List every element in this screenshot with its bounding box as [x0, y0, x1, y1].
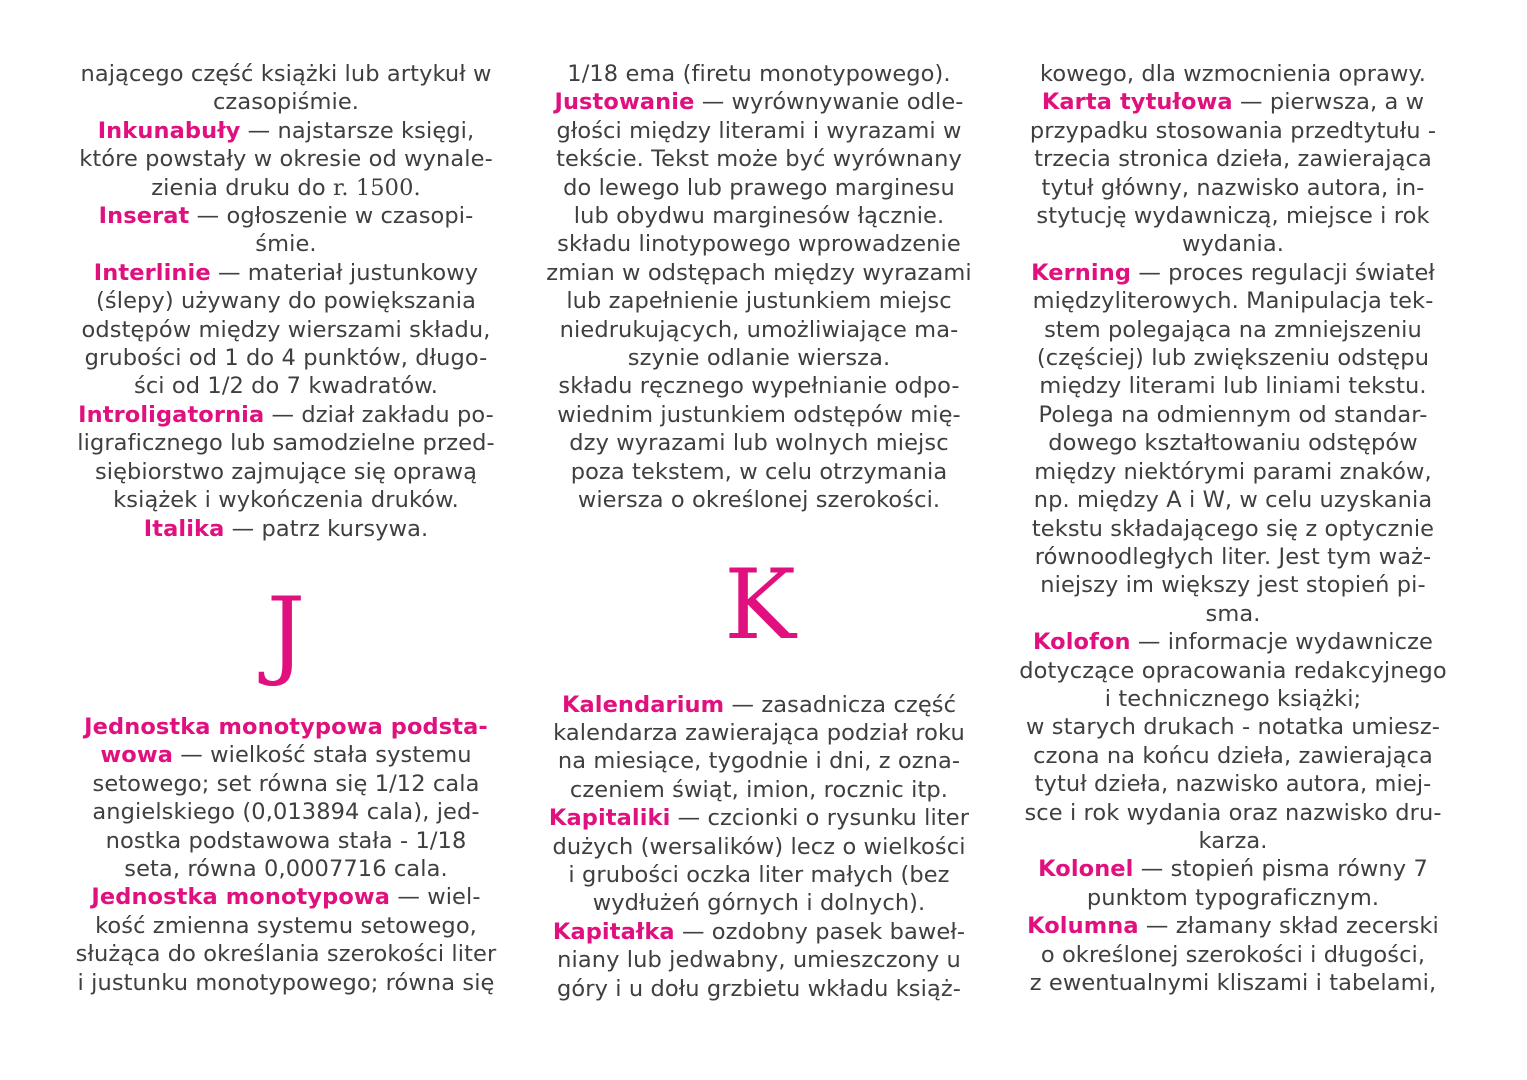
text-line: kalendarza zawierająca podział roku	[553, 719, 965, 746]
entry-justowanie	[535, 88, 983, 116]
text-line: wydłużeń górnych i dolnych).	[592, 890, 926, 917]
entry-introligatornia	[62, 401, 510, 429]
text-line: wiersza o określonej szerokości.	[577, 487, 941, 514]
definition-text: — proces regulacji świateł	[1131, 259, 1435, 286]
text-line: nającego część książki lub artykuł w	[80, 61, 492, 87]
term-kolonel: Kolonel	[1038, 856, 1134, 883]
text-line: karza.	[1198, 827, 1268, 854]
text-line: szynie odlanie wiersza.	[627, 345, 891, 372]
term-interlinie: Interlinie	[93, 259, 211, 286]
text-line: czeniem świąt, imion, rocznic itp.	[569, 776, 949, 803]
text-line: góry i u dołu grzbietu wkładu książ-	[556, 975, 962, 1002]
text-line: poza tekstem, w celu otrzymania	[570, 458, 948, 485]
text-line: np. między A i W, w celu uzyskania	[1033, 487, 1433, 514]
entry-interlinie	[62, 259, 510, 287]
text-line: do lewego lub prawego marginesu	[563, 174, 955, 201]
definition-text: — pierwsza, a w	[1232, 89, 1425, 116]
text-line: składu linotypowego wprowadzenie	[557, 231, 961, 258]
entry-karta-tytulowa	[1008, 88, 1458, 116]
term-inkunabuly: Inkunabuły	[97, 117, 241, 144]
term-jednostka-monotypowa: Jednostka monotypowa	[91, 884, 391, 911]
term-kalendarium: Kalendarium	[561, 691, 725, 718]
definition-text: — złamany skład zecerski	[1138, 913, 1439, 940]
definition-text: — ogłoszenie w czasopi-	[189, 203, 474, 230]
text-line: seta, równa 0,0007716 cala.	[124, 855, 448, 882]
text-line: zmian w odstępach między wyrazami	[546, 259, 972, 286]
text-line: wydania.	[1181, 231, 1285, 258]
text-line: które powstały w okresie od wynale-	[79, 146, 493, 173]
text-line: równoodległych liter. Jest tym waż-	[1034, 543, 1432, 570]
text-line: stytucję wydawniczą, miejsce i rok	[1036, 203, 1430, 230]
text-line: (częściej) lub zwiększeniu odstępu	[1036, 345, 1430, 372]
definition-text: — wiel-	[390, 884, 481, 911]
text-line: kowego, dla wzmocnienia oprawy.	[1040, 61, 1426, 87]
entry-jednostka-podstawowa	[62, 741, 510, 769]
text-line: tekstu składającego się z optycznie	[1031, 515, 1435, 542]
entry-kolumna	[1008, 912, 1458, 940]
entry-kapitalka	[535, 918, 983, 946]
text-line: książek i wykończenia druków.	[113, 487, 459, 514]
text-line: tytuł główny, nazwisko autora, in-	[1041, 174, 1425, 201]
text-line: dzy wyrazami lub wolnych miejsc	[569, 430, 949, 457]
entry-kapitaliki	[535, 804, 983, 832]
text-line: grubości od 1 do 4 punktów, długo-	[84, 345, 488, 372]
definition-text: — wyrównywanie odle-	[694, 89, 964, 116]
definition-text: — wielkość stała systemu	[173, 742, 472, 769]
text-line: siębiorstwo zajmujące się oprawą	[94, 458, 478, 485]
text-line: tekście. Tekst może być wyrównany	[556, 146, 962, 173]
text-line: Polega na odmiennym od standar-	[1038, 401, 1428, 428]
entry-kolonel	[1008, 855, 1458, 883]
definition-text: zienia druku do	[151, 174, 333, 201]
text-line: dużych (wersalików) lecz o wielkości	[552, 833, 966, 860]
definition-text: — dział zakładu po-	[264, 401, 494, 428]
column-right	[1008, 60, 1458, 997]
definition-text: r. 1500.	[332, 174, 421, 201]
entry-inkunabuly	[62, 117, 510, 145]
text-line: wiednim justunkiem odstępów mię-	[557, 401, 961, 428]
definition-text: — stopień pisma równy 7	[1133, 856, 1428, 883]
entry-inserat	[62, 202, 510, 230]
text-line: dowego kształtowaniu odstępów	[1048, 430, 1418, 457]
term-kolofon: Kolofon	[1033, 629, 1131, 656]
term-kapitaliki: Kapitaliki	[548, 805, 671, 832]
entry-kolofon	[1008, 628, 1458, 656]
text-line: i justunku monotypowego; równa się	[77, 969, 495, 996]
text-line: między niektórymi parami znaków,	[1034, 458, 1432, 485]
text-line: niany lub jedwabny, umieszczony u	[557, 947, 961, 974]
text-line: sce i rok wydania oraz nazwisko dru-	[1024, 799, 1442, 826]
definition-text: — czcionki o rysunku liter	[670, 805, 970, 832]
text-line: niejszy im większy jest stopień pi-	[1040, 572, 1426, 599]
term-inserat: Inserat	[98, 203, 190, 230]
text-line: trzecia stronica dzieła, zawierająca	[1034, 146, 1432, 173]
term-kapitalka: Kapitałka	[552, 918, 675, 945]
definition-text: — patrz kursywa.	[224, 515, 429, 542]
text-line: ści od 1/2 do 7 kwadratów.	[134, 373, 438, 400]
text-line: ligraficznego lub samodzielne przed-	[77, 430, 495, 457]
definition-text: — informacje wydawnicze	[1130, 629, 1433, 656]
section-letter-k: K	[724, 549, 796, 661]
term-introligatornia: Introligatornia	[78, 401, 265, 428]
text-line: sma.	[1205, 600, 1261, 627]
text-line: czasopiśmie.	[212, 89, 360, 116]
entry-jednostka-monotypowa	[62, 883, 510, 911]
text-line: punktom typograficznym.	[1086, 884, 1380, 911]
term-jednostka-monotypowa-podstawowa: Jednostka monotypowa podsta-	[84, 713, 488, 740]
text-line: niedrukujących, umożliwiające ma-	[559, 316, 959, 343]
text-line: kość zmienna systemu setowego,	[95, 912, 477, 939]
text-line: z ewentualnymi kliszami i tabelami,	[1029, 970, 1437, 996]
term-italika: Italika	[143, 515, 225, 542]
text-line: odstępów między wierszami składu,	[81, 316, 491, 343]
entry-kerning	[1008, 259, 1458, 287]
text-line: w starych drukach - notatka umiesz-	[1026, 714, 1440, 741]
text-line: i grubości oczka liter małych (bez	[568, 861, 950, 888]
text-line: na miesiące, tygodnie i dni, z ozna-	[557, 748, 961, 775]
text-line: lub zapełnienie justunkiem miejsc	[566, 288, 952, 315]
section-letter-j: J	[266, 577, 306, 689]
text-line: setowego; set równa się 1/12 cala	[92, 770, 480, 797]
text-line: śmie.	[255, 231, 317, 258]
text-line: międzyliterowych. Manipulacja tek-	[1032, 288, 1434, 315]
text-line: 1/18 ema (firetu monotypowego).	[567, 61, 951, 87]
text-line: dotyczące opracowania redakcyjnego	[1019, 657, 1447, 684]
text-line: głości między literami i wyrazami w	[556, 117, 962, 144]
text-line	[62, 174, 510, 202]
text-line: czona na końcu dzieła, zawierająca	[1033, 742, 1433, 769]
definition-text: — ozdobny pasek baweł-	[674, 918, 966, 945]
column-left	[62, 60, 510, 997]
text-line: lub obydwu marginesów łącznie.	[573, 203, 945, 230]
term-continuation: wowa	[100, 742, 174, 769]
text-line: (ślepy) używany do powiększania	[96, 288, 476, 315]
definition-text: — najstarsze księgi,	[240, 117, 475, 144]
text-line: stem polegająca na zmniejszeniu	[1044, 316, 1422, 343]
text-line: przypadku stosowania przedtytułu -	[1029, 117, 1437, 144]
text-line: składu ręcznego wypełnianie odpo-	[558, 373, 960, 400]
column-middle	[535, 60, 983, 1003]
text-line: nostka podstawowa stała - 1/18	[105, 827, 467, 854]
definition-text: — zasadnicza część	[724, 691, 957, 718]
term-kerning: Kerning	[1031, 259, 1132, 286]
term-karta-tytulowa: Karta tytułowa	[1041, 89, 1233, 116]
definition-text: — materiał justunkowy	[210, 259, 479, 286]
text-line: służąca do określania szerokości liter	[75, 941, 497, 968]
text-line: o określonej szerokości i długości,	[1040, 941, 1426, 968]
term-justowanie: Justowanie	[554, 89, 695, 116]
entry-italika	[62, 515, 510, 543]
text-line: między literami lub liniami tekstu.	[1039, 373, 1427, 400]
term-kolumna: Kolumna	[1027, 913, 1139, 940]
entry-kalendarium	[535, 691, 983, 719]
text-line: angielskiego (0,013894 cala), jed-	[92, 799, 480, 826]
text-line: i technicznego książki;	[1104, 685, 1362, 712]
text-line: tytuł dzieła, nazwisko autora, miej-	[1034, 771, 1432, 798]
